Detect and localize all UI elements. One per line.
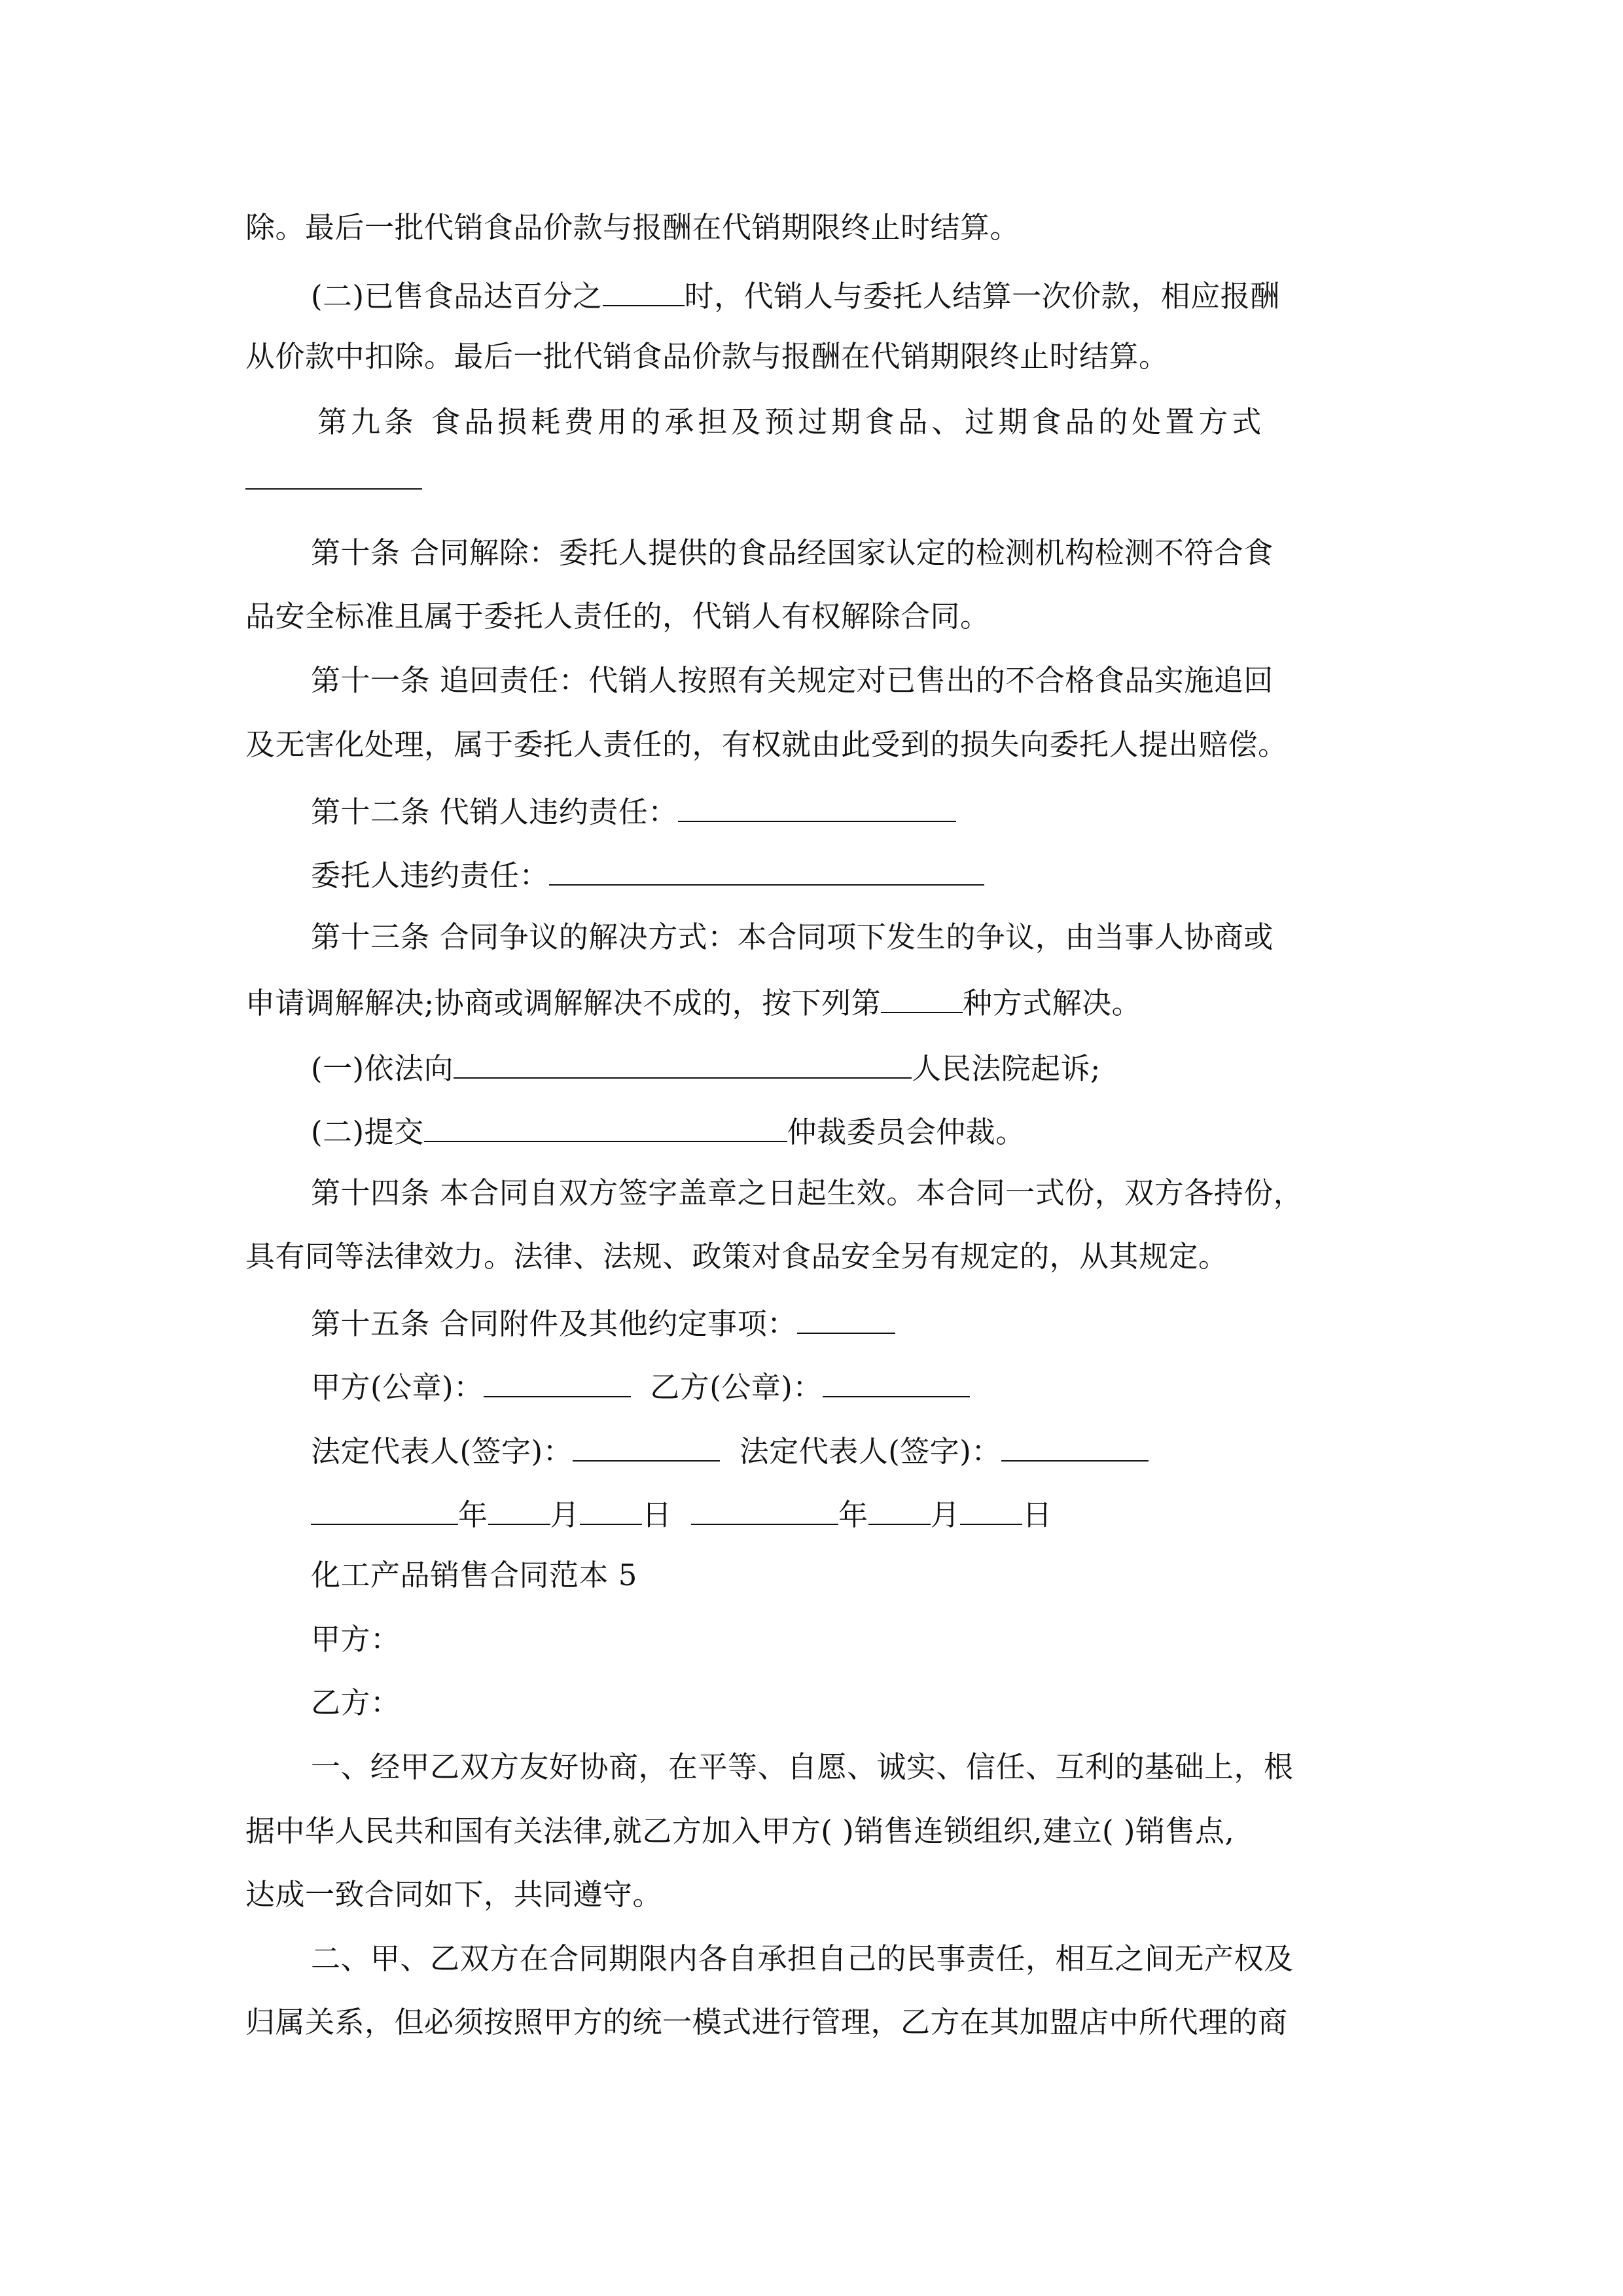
article-12-line-2: 委托人违约责任： — [311, 853, 1391, 895]
blank-agent-liability[interactable] — [678, 789, 956, 822]
article-13-option-2: (二)提交 仲裁委员会仲裁。 — [311, 1109, 1391, 1152]
signature-line: 法定代表人(签字)： 法定代表人(签字)： — [311, 1429, 1391, 1471]
blank-party-a-representative[interactable] — [573, 1429, 720, 1462]
blank-arbitration[interactable] — [424, 1109, 787, 1142]
article-15-line: 第十五条 合同附件及其他约定事项： — [311, 1301, 1391, 1344]
contract-title: 化工产品销售合同范本 5 — [311, 1558, 637, 1592]
clause-2-line-1: 二、甲、乙双方在合同期限内各自承担自己的民事责任，相互之间无产权及 — [311, 1941, 1294, 1976]
blank-day-a[interactable] — [580, 1492, 642, 1525]
article-10-line-2: 品安全标准且属于委托人责任的，代销人有权解除合同。 — [245, 599, 990, 634]
article-11-line-1: 第十一条 追回责任：代销人按照有关规定对已售出的不合格食品实施追回 — [311, 663, 1274, 698]
para-line-3: 从价款中扣除。最后一批代销食品价款与报酬在代销期限终止时结算。 — [245, 339, 1169, 374]
para-line-1: 除。最后一批代销食品价款与报酬在代销期限终止时结算。 — [245, 210, 1020, 245]
article-14-line-1: 第十四条 本合同自双方签字盖章之日起生效。本合同一式份，双方各持份， — [311, 1175, 1304, 1210]
article-13-option-1: (一)依法向 人民法院起诉; — [311, 1046, 1391, 1088]
party-b-label: 乙方： — [311, 1685, 401, 1720]
clause-1-line-3: 达成一致合同如下，共同遵守。 — [245, 1877, 663, 1912]
blank-day-b[interactable] — [960, 1492, 1022, 1525]
clause-2-line-2: 归属关系，但必须按照甲方的统一模式进行管理，乙方在其加盟店中所代理的商 — [245, 2005, 1288, 2039]
blank-court[interactable] — [454, 1046, 912, 1079]
blank-party-b-representative[interactable] — [1001, 1429, 1149, 1462]
blank-year-b[interactable] — [691, 1492, 838, 1525]
blank-method-number[interactable] — [881, 980, 963, 1013]
article-9-blank-line — [245, 460, 1391, 499]
date-line: 年 月 日 年 月 日 — [311, 1492, 1391, 1535]
blank-attachments[interactable] — [797, 1301, 895, 1334]
article-13-line-2: 申请调解解决;协商或调解解决不成的，按下列第 种方式解决。 — [245, 980, 1391, 1023]
blank-party-a-seal[interactable] — [484, 1365, 631, 1397]
article-12-line-1: 第十二条 代销人违约责任： — [311, 789, 1391, 832]
blank-year-a[interactable] — [311, 1492, 458, 1525]
blank-month-a[interactable] — [488, 1492, 550, 1525]
blank-month-b[interactable] — [868, 1492, 931, 1525]
party-a-label: 甲方： — [311, 1622, 401, 1657]
article-10-line-1: 第十条 合同解除：委托人提供的食品经国家认定的检测机构检测不符合食 — [311, 535, 1274, 570]
clause-1-line-1: 一、经甲乙双方友好协商，在平等、自愿、诚实、信任、互利的基础上，根 — [311, 1749, 1294, 1784]
blank-principal-liability[interactable] — [549, 853, 984, 886]
blank-article-9[interactable] — [245, 465, 422, 490]
article-11-line-2: 及无害化处理，属于委托人责任的，有权就由此受到的损失向委托人提出赔偿。 — [245, 727, 1288, 762]
article-9-heading: 第九条 食品损耗费用的承担及预过期食品、过期食品的处置方式 — [317, 404, 1266, 439]
blank-party-b-seal[interactable] — [823, 1365, 970, 1397]
article-13-line-1: 第十三条 合同争议的解决方式：本合同项下发生的争议，由当事人协商或 — [311, 920, 1274, 954]
blank-percent[interactable] — [603, 274, 685, 306]
clause-1-line-2: 据中华人民共和国有关法律,就乙方加入甲方( )销售连锁组织,建立( )销售点, — [245, 1814, 1235, 1848]
article-14-line-2: 具有同等法律效力。法律、法规、政策对食品安全另有规定的，从其规定。 — [245, 1239, 1228, 1274]
seal-line: 甲方(公章)： 乙方(公章)： — [311, 1365, 1391, 1407]
para-line-2: (二)已售食品达百分之 时，代销人与委托人结算一次价款，相应报酬 — [311, 274, 1391, 316]
